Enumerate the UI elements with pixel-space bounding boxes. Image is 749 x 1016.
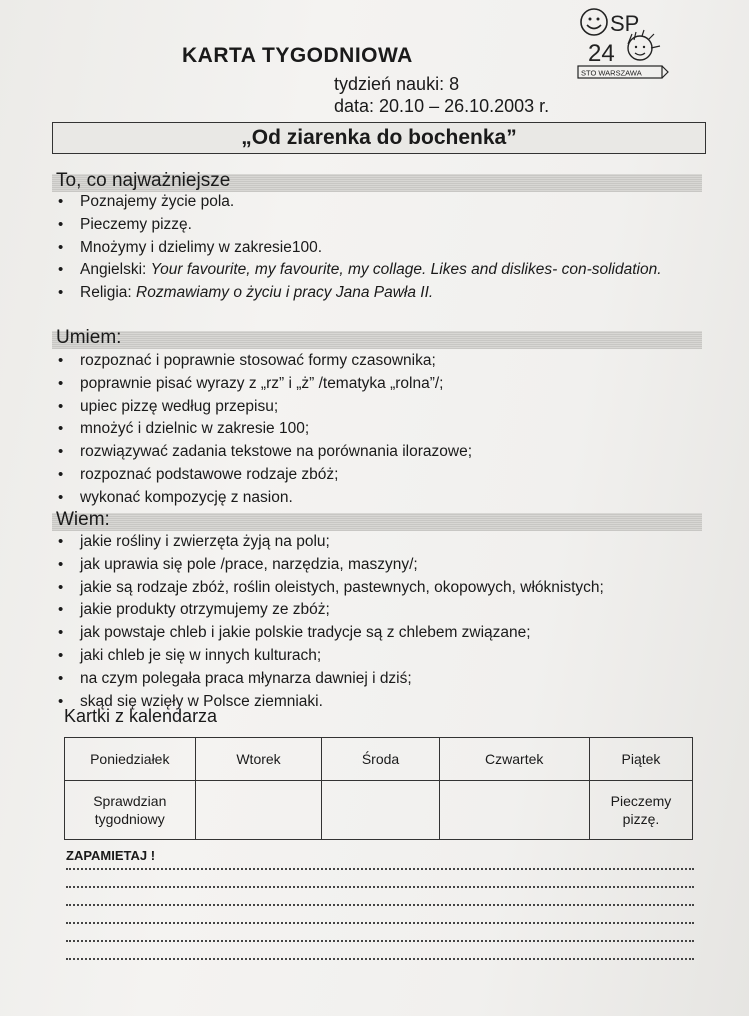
date-range: data: 20.10 – 26.10.2003 r. xyxy=(334,96,550,116)
list-item: • Pieczemy pizzę. xyxy=(58,214,688,237)
logo-number-text: 24 xyxy=(588,40,615,67)
list-item: • Religia: Rozmawiamy o życiu i pracy Jana Pawła II. xyxy=(58,282,688,305)
day-thursday: Czwartek xyxy=(439,738,589,781)
week-number: tydzień nauki: 8 xyxy=(334,74,460,94)
topic-banner: „Od ziarenka do bochenka” xyxy=(52,122,706,154)
list-item: • rozpoznać podstawowe rodzaje zbóż; xyxy=(58,464,688,487)
logo-sto-text: STO WARSZAWA xyxy=(581,68,642,78)
logo-sp-text: SP xyxy=(610,11,640,36)
list-item: • Mnożymy i dzielimy w zakresie100. xyxy=(58,237,688,260)
dotted-line xyxy=(66,922,694,924)
list-item: • Angielski: Your favourite, my favourite, my collage. Likes and dislikes- con-solidation. xyxy=(58,259,688,282)
list-item: • jak powstaje chleb i jakie polskie tradycje są z chlebem związane; xyxy=(58,622,688,645)
i-know-list xyxy=(58,531,688,713)
dotted-line xyxy=(66,868,694,870)
list-item: • jakie są rodzaje zbóż, roślin oleistych, pastewnych, okopowych, włóknistych; xyxy=(58,577,688,600)
list-item: • na czym polegała praca młynarza dawniej i dziś; xyxy=(58,668,688,691)
i-can-list xyxy=(58,350,688,510)
list-item: • jakie produkty otrzymujemy ze zbóż; xyxy=(58,599,688,622)
entry-thursday xyxy=(439,781,589,840)
list-item: • poprawnie pisać wyrazy z „rz” i „ż” /tematyka „rolna”/; xyxy=(58,373,688,396)
calendar-title: Kartki z kalendarza xyxy=(64,706,218,726)
section-heading-i-know: Wiem: xyxy=(52,509,702,531)
dotted-line xyxy=(66,958,694,960)
section-heading-most-important: To, co najważniejsze xyxy=(52,170,702,192)
list-item: • wykonać kompozycję z nasion. xyxy=(58,487,688,510)
entry-tuesday xyxy=(195,781,322,840)
list-item: • skąd się wzięły w Polsce ziemniaki. xyxy=(58,691,688,714)
list-item: • Poznajemy życie pola. xyxy=(58,191,688,214)
list-item: • rozwiązywać zadania tekstowe na porównania ilorazowe; xyxy=(58,441,688,464)
list-item: • jakie rośliny i zwierzęta żyją na polu; xyxy=(58,531,688,554)
table-row xyxy=(65,738,693,781)
dotted-line xyxy=(66,904,694,906)
day-friday: Piątek xyxy=(589,738,692,781)
most-important-list xyxy=(58,191,688,305)
remember-heading: ZAPAMIETAJ ! xyxy=(66,848,156,863)
calendar-table xyxy=(64,737,693,840)
dotted-line xyxy=(66,940,694,942)
list-item: • mnożyć i dzielnic w zakresie 100; xyxy=(58,418,688,441)
list-item: • upiec pizzę według przepisu; xyxy=(58,396,688,419)
day-wednesday: Środa xyxy=(322,738,439,781)
table-row xyxy=(65,781,693,840)
dotted-line xyxy=(66,886,694,888)
entry-friday: Pieczemy pizzę. xyxy=(589,781,692,840)
section-heading-i-can: Umiem: xyxy=(52,327,702,349)
entry-wednesday xyxy=(322,781,439,840)
list-item: • rozpoznać i poprawnie stosować formy czasownika; xyxy=(58,350,688,373)
smiley-school-logo-icon xyxy=(574,4,670,84)
day-monday: Poniedziałek xyxy=(65,738,196,781)
day-tuesday: Wtorek xyxy=(195,738,322,781)
page-title: KARTA TYGODNIOWA xyxy=(182,44,413,67)
list-item: • jaki chleb je się w innych kulturach; xyxy=(58,645,688,668)
list-item: • jak uprawia się pole /prace, narzędzia, maszyny/; xyxy=(58,554,688,577)
entry-monday: Sprawdzian tygodniowy xyxy=(65,781,196,840)
